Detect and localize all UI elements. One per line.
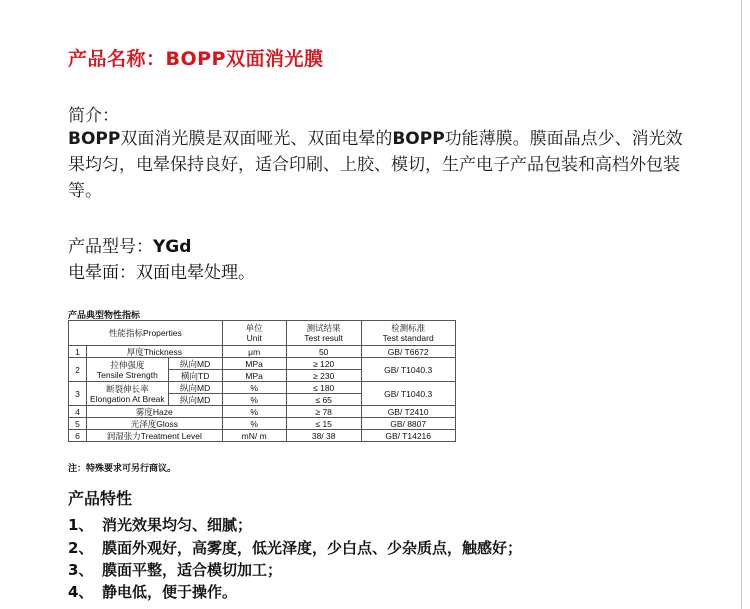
row-result: ≤ 180: [286, 382, 361, 394]
intro-body: [68, 126, 698, 204]
table-row: [69, 358, 456, 370]
row-result: ≥ 230: [286, 370, 361, 382]
row-unit: %: [222, 394, 286, 406]
row-number: 5: [69, 418, 87, 430]
row-subproperty: 横向TD: [168, 370, 222, 382]
row-number: 4: [69, 406, 87, 418]
feature-item: [68, 581, 237, 602]
feature-text: 膜面平整，适合模切加工；: [102, 561, 283, 579]
feature-item: [68, 514, 252, 535]
row-unit: μm: [222, 346, 286, 358]
table-header-row: [69, 321, 456, 346]
feature-text: 消光效果均匀、细腻；: [102, 516, 253, 534]
model-label: 产品型号：: [68, 237, 153, 257]
table-row: [69, 418, 456, 430]
row-property: 断裂伸长率 Elongation At Break: [87, 382, 169, 406]
row-number: 6: [69, 430, 87, 442]
row-unit: MPa: [222, 370, 286, 382]
model-value: YGd: [153, 237, 192, 257]
row-number: 2: [69, 358, 87, 382]
intro-bopp-2: BOPP: [392, 129, 445, 149]
product-title: 产品名称：BOPP双面消光膜: [68, 48, 324, 70]
feature-item: [68, 537, 522, 558]
row-standard: GB/ T1040.3: [361, 358, 455, 382]
row-subproperty: 纵向MD: [168, 382, 222, 394]
row-standard: GB/ T6672: [361, 346, 455, 358]
feature-number: 3、: [68, 561, 94, 579]
row-result: ≤ 65: [286, 394, 361, 406]
row-subproperty: 纵向MD: [168, 358, 222, 370]
table-note: 注：特殊要求可另行商议。: [68, 464, 177, 474]
row-unit: %: [222, 418, 286, 430]
row-result: ≤ 15: [286, 418, 361, 430]
table-row: [69, 346, 456, 358]
row-property: 光泽度Gloss: [87, 418, 223, 430]
row-property: 拉伸强度 Tensile Strength: [87, 358, 169, 382]
features-title: 产品特性: [68, 489, 133, 508]
row-number: 1: [69, 346, 87, 358]
corona-face: 电晕面：双面电晕处理。: [68, 263, 255, 283]
properties-table: [68, 320, 456, 442]
intro-bopp-1: BOPP: [68, 129, 121, 149]
table-row: [69, 382, 456, 394]
row-property: 润湿张力Treatment Level: [87, 430, 223, 442]
header-standard: 检测标准 Test standard: [361, 321, 455, 346]
row-unit: mN/ m: [222, 430, 286, 442]
row-property: 雾度Haze: [87, 406, 223, 418]
feature-text: 静电低，便于操作。: [102, 583, 238, 601]
row-property: 厚度Thickness: [87, 346, 223, 358]
feature-item: [68, 559, 282, 580]
intro-label: 简介：: [68, 106, 119, 126]
row-standard: GB/ T1040.3: [361, 382, 455, 406]
intro-text-2: 功能薄膜。膜面晶点少、消光效果均匀，电晕保持良好，适合印刷、上胶、模切，生产电子产品包装和高档外包装等。: [68, 129, 683, 201]
row-subproperty: 纵向MD: [168, 394, 222, 406]
header-unit: 单位 Unit: [222, 321, 286, 346]
row-result: 38/ 38: [286, 430, 361, 442]
header-result: 测试结果 Test result: [286, 321, 361, 346]
row-unit: %: [222, 382, 286, 394]
feature-number: 1、: [68, 516, 94, 534]
feature-number: 4、: [68, 583, 94, 601]
row-number: 3: [69, 382, 87, 406]
row-result: ≥ 78: [286, 406, 361, 418]
product-model: [68, 232, 191, 257]
table-row: [69, 406, 456, 418]
table-row: [69, 430, 456, 442]
row-unit: %: [222, 406, 286, 418]
row-result: 50: [286, 346, 361, 358]
table-caption: 产品典型物性指标: [68, 311, 141, 321]
row-unit: MPa: [222, 358, 286, 370]
page-border: [741, 0, 742, 609]
row-standard: GB/ T14216: [361, 430, 455, 442]
row-result: ≥ 120: [286, 358, 361, 370]
intro-text-1: 双面消光膜是双面哑光、双面电晕的: [120, 129, 393, 149]
row-standard: GB/ T2410: [361, 406, 455, 418]
feature-text: 膜面外观好，高雾度，低光泽度，少白点、少杂质点，触感好；: [102, 539, 523, 557]
header-property: 性能指标Properties: [69, 321, 223, 346]
row-standard: GB/ 8807: [361, 418, 455, 430]
feature-number: 2、: [68, 539, 94, 557]
